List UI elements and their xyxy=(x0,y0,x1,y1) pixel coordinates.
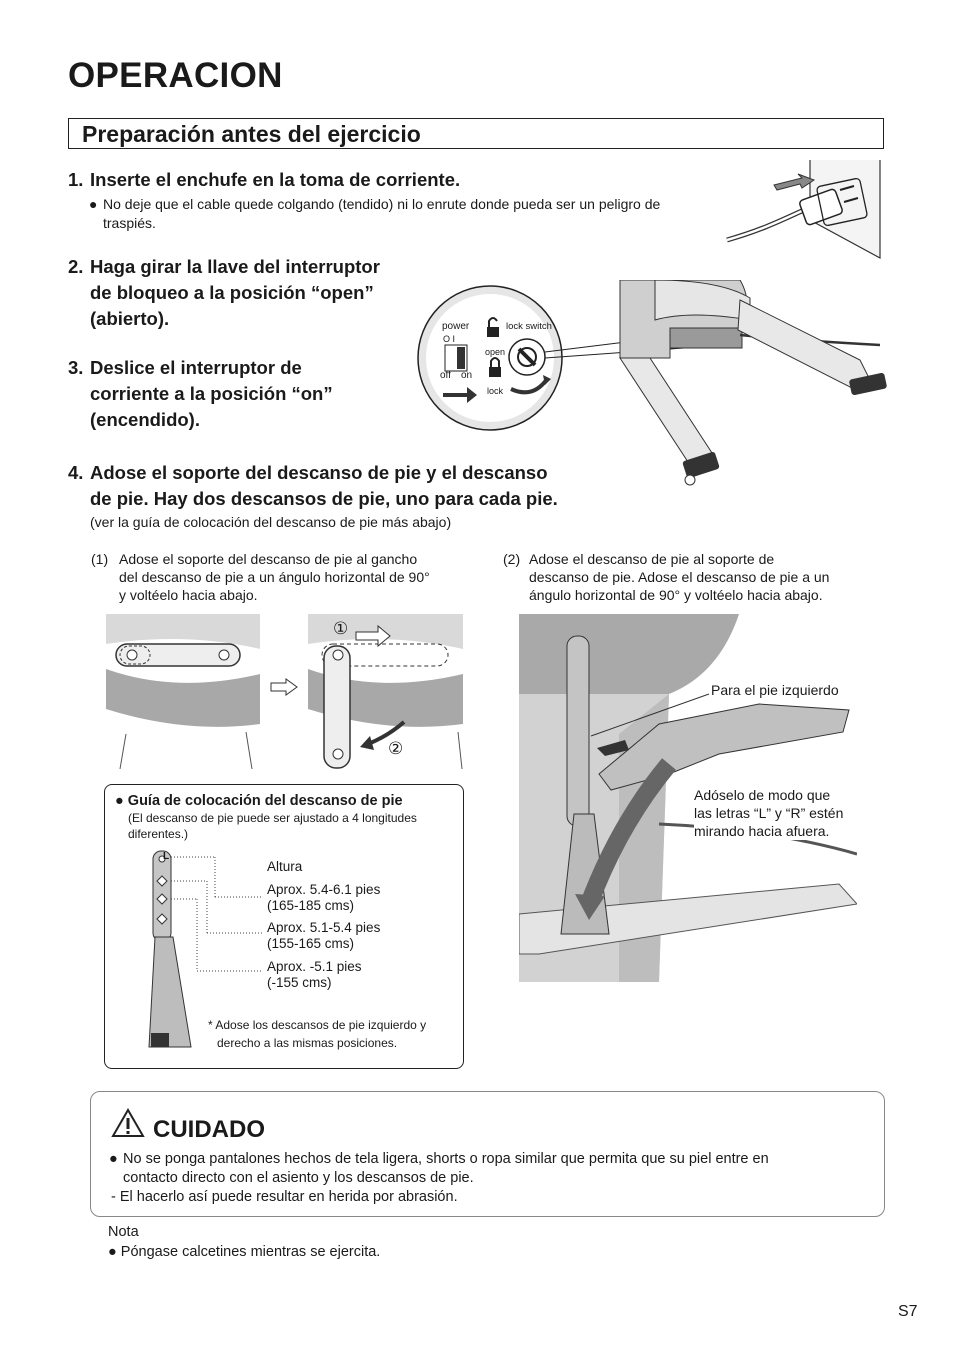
guide-subtitle: (El descanso de pie puede ser ajustado a 4 longitudes diferentes.) xyxy=(128,811,417,841)
step-1-note: ● No deje que el cable quede colgando (tendido) ni lo enrute donde pueda ser un peligro de traspiés. xyxy=(89,196,661,231)
guide-title: ● Guía de colocación del descanso de pie xyxy=(115,793,403,809)
guide-footnote: * Adose los descansos de pie izquierdo y derecho a las mismas posiciones. xyxy=(208,1018,427,1050)
marker-two: ② xyxy=(388,739,404,758)
chair-base-illustration xyxy=(490,280,890,490)
step-4-note: (ver la guía de colocación del descanso de pie más abajo) xyxy=(90,514,452,530)
caution-title: CUIDADO xyxy=(153,1116,265,1143)
bracket-image-after xyxy=(308,614,463,769)
letter-l-marking: L xyxy=(163,851,170,862)
footrest-attach-image xyxy=(519,614,857,982)
attach-direction-label: Adóselo de modo que las letras “L” y “R” estén mirando hacia afuera. xyxy=(694,787,844,839)
step-3: 3. Deslice el interruptor de corriente a la posición “on” (encendido). xyxy=(68,357,333,430)
bullet-icon: ● xyxy=(89,196,98,212)
height-row-1: Aprox. 5.4-6.1 pies (165-185 cms) xyxy=(267,882,381,913)
power-label: power xyxy=(442,321,470,332)
caution-text: ● No se ponga pantalones hechos de tela ligera, shorts o ropa similar que permita que su piel entre en contacto directo con el asiento y los descansos de pie. - El hacerlo así puede resultar en herida por abrasión. xyxy=(109,1151,769,1205)
section-header xyxy=(68,118,884,149)
bullet-icon: ● xyxy=(108,1244,121,1260)
step-1-number: 1. xyxy=(68,169,84,190)
step-1 xyxy=(68,167,460,193)
height-label: Altura xyxy=(267,859,303,874)
page-number: S7 xyxy=(898,1303,918,1320)
height-row-3: Aprox. -5.1 pies (-155 cms) xyxy=(267,959,362,990)
substep-2: (2) Adose el descanso de pie al soporte de descanso de pie. Adose el descanso de pie a un ángulo horizontal de 90° y voltéelo hacia abajo. xyxy=(503,551,830,603)
step-1-text: Inserte el enchufe en la toma de corriente. xyxy=(90,169,461,190)
note-label: Nota xyxy=(108,1224,139,1240)
left-foot-label: Para el pie izquierdo xyxy=(711,682,839,698)
next-arrow-icon xyxy=(270,678,298,696)
caution-box xyxy=(90,1091,885,1217)
marker-one: ① xyxy=(333,619,349,638)
bullet-icon: ● xyxy=(109,1151,118,1167)
step-2: 2. Haga girar la llave del interruptor de bloqueo a la posición “open” (abierto). xyxy=(68,256,380,329)
plug-illustration xyxy=(722,160,882,260)
step-4: 4. Adose el soporte del descanso de pie y el descanso de pie. Hay dos descansos de pie, uno para cada pie. xyxy=(68,462,558,509)
page-title: OPERACION xyxy=(68,56,283,95)
note-text: ● Póngase calcetines mientras se ejercita. xyxy=(108,1244,381,1260)
warning-triangle-icon xyxy=(111,1108,145,1138)
section-title: Preparación antes del ejercicio xyxy=(82,121,421,147)
substep-1: (1) Adose el soporte del descanso de pie al gancho del descanso de pie a un ángulo horizontal de 90° y voltéelo hacia abajo. xyxy=(91,551,430,603)
height-row-2: Aprox. 5.1-5.4 pies (155-165 cms) xyxy=(267,920,381,951)
bullet-icon: ● xyxy=(115,793,128,809)
footrest-guide-box xyxy=(104,784,464,1069)
switch-panel-callout: power O I off on lock switch open lock xyxy=(415,283,565,433)
bracket-image-before xyxy=(106,614,260,769)
